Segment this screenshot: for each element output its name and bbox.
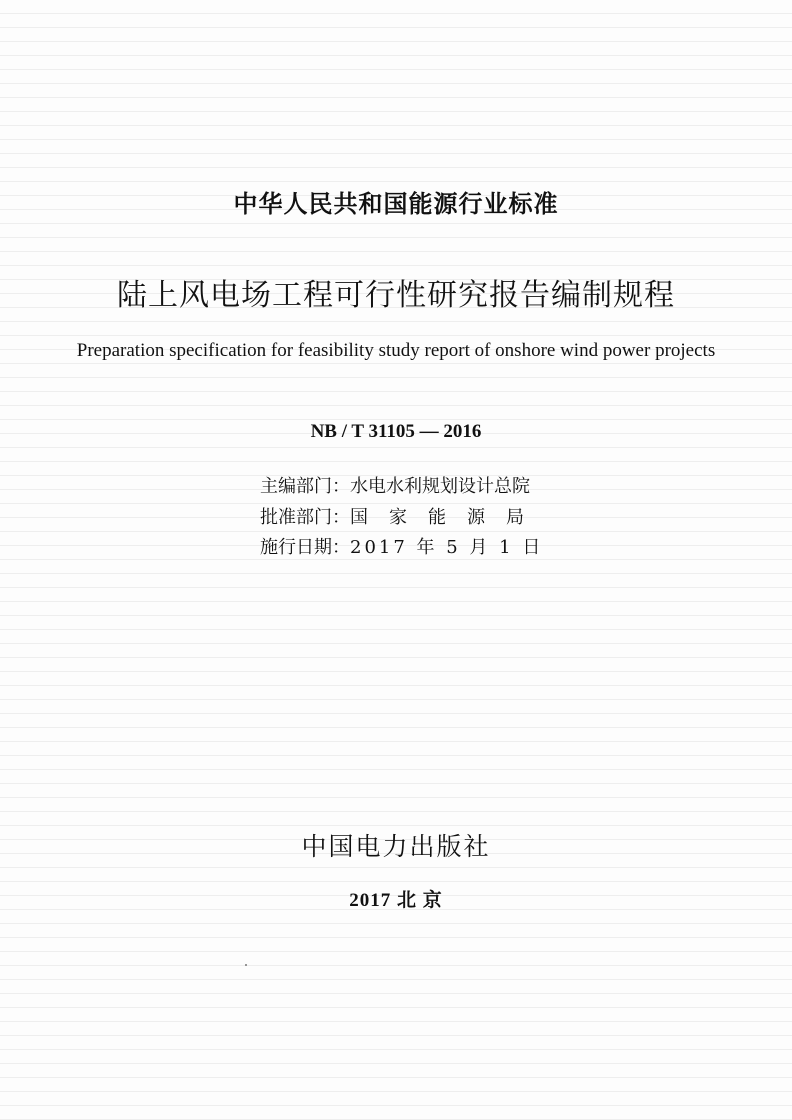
editor-separator: ： [332,476,350,497]
standard-series-heading: 中华人民共和国能源行业标准 [233,190,559,218]
approver-label: 批准部门 [260,507,332,528]
effective-value: 2017 年 5 月 1 日 [350,537,544,558]
publisher-name: 中国电力出版社 [301,832,491,861]
approver-value: 国家能源局 [350,507,545,528]
effective-separator: ： [332,537,350,558]
approver-separator: ： [332,507,350,528]
print-speck [245,964,247,966]
document-title-chinese: 陆上风电场工程可行性研究报告编制规程 [117,278,675,313]
standard-code: NB / T 31105 — 2016 [310,421,482,442]
effective-label: 施行日期 [260,537,332,558]
editor-label: 主编部门 [260,476,332,497]
effective-date [260,533,580,559]
editor-department [260,472,580,498]
approving-department [260,503,580,529]
editor-value: 水电水利规划设计总院 [350,476,530,497]
publication-year-place: 2017 北 京 [349,890,443,911]
document-title-english: Preparation specification for feasibility study report of onshore wind power projects [76,340,716,361]
